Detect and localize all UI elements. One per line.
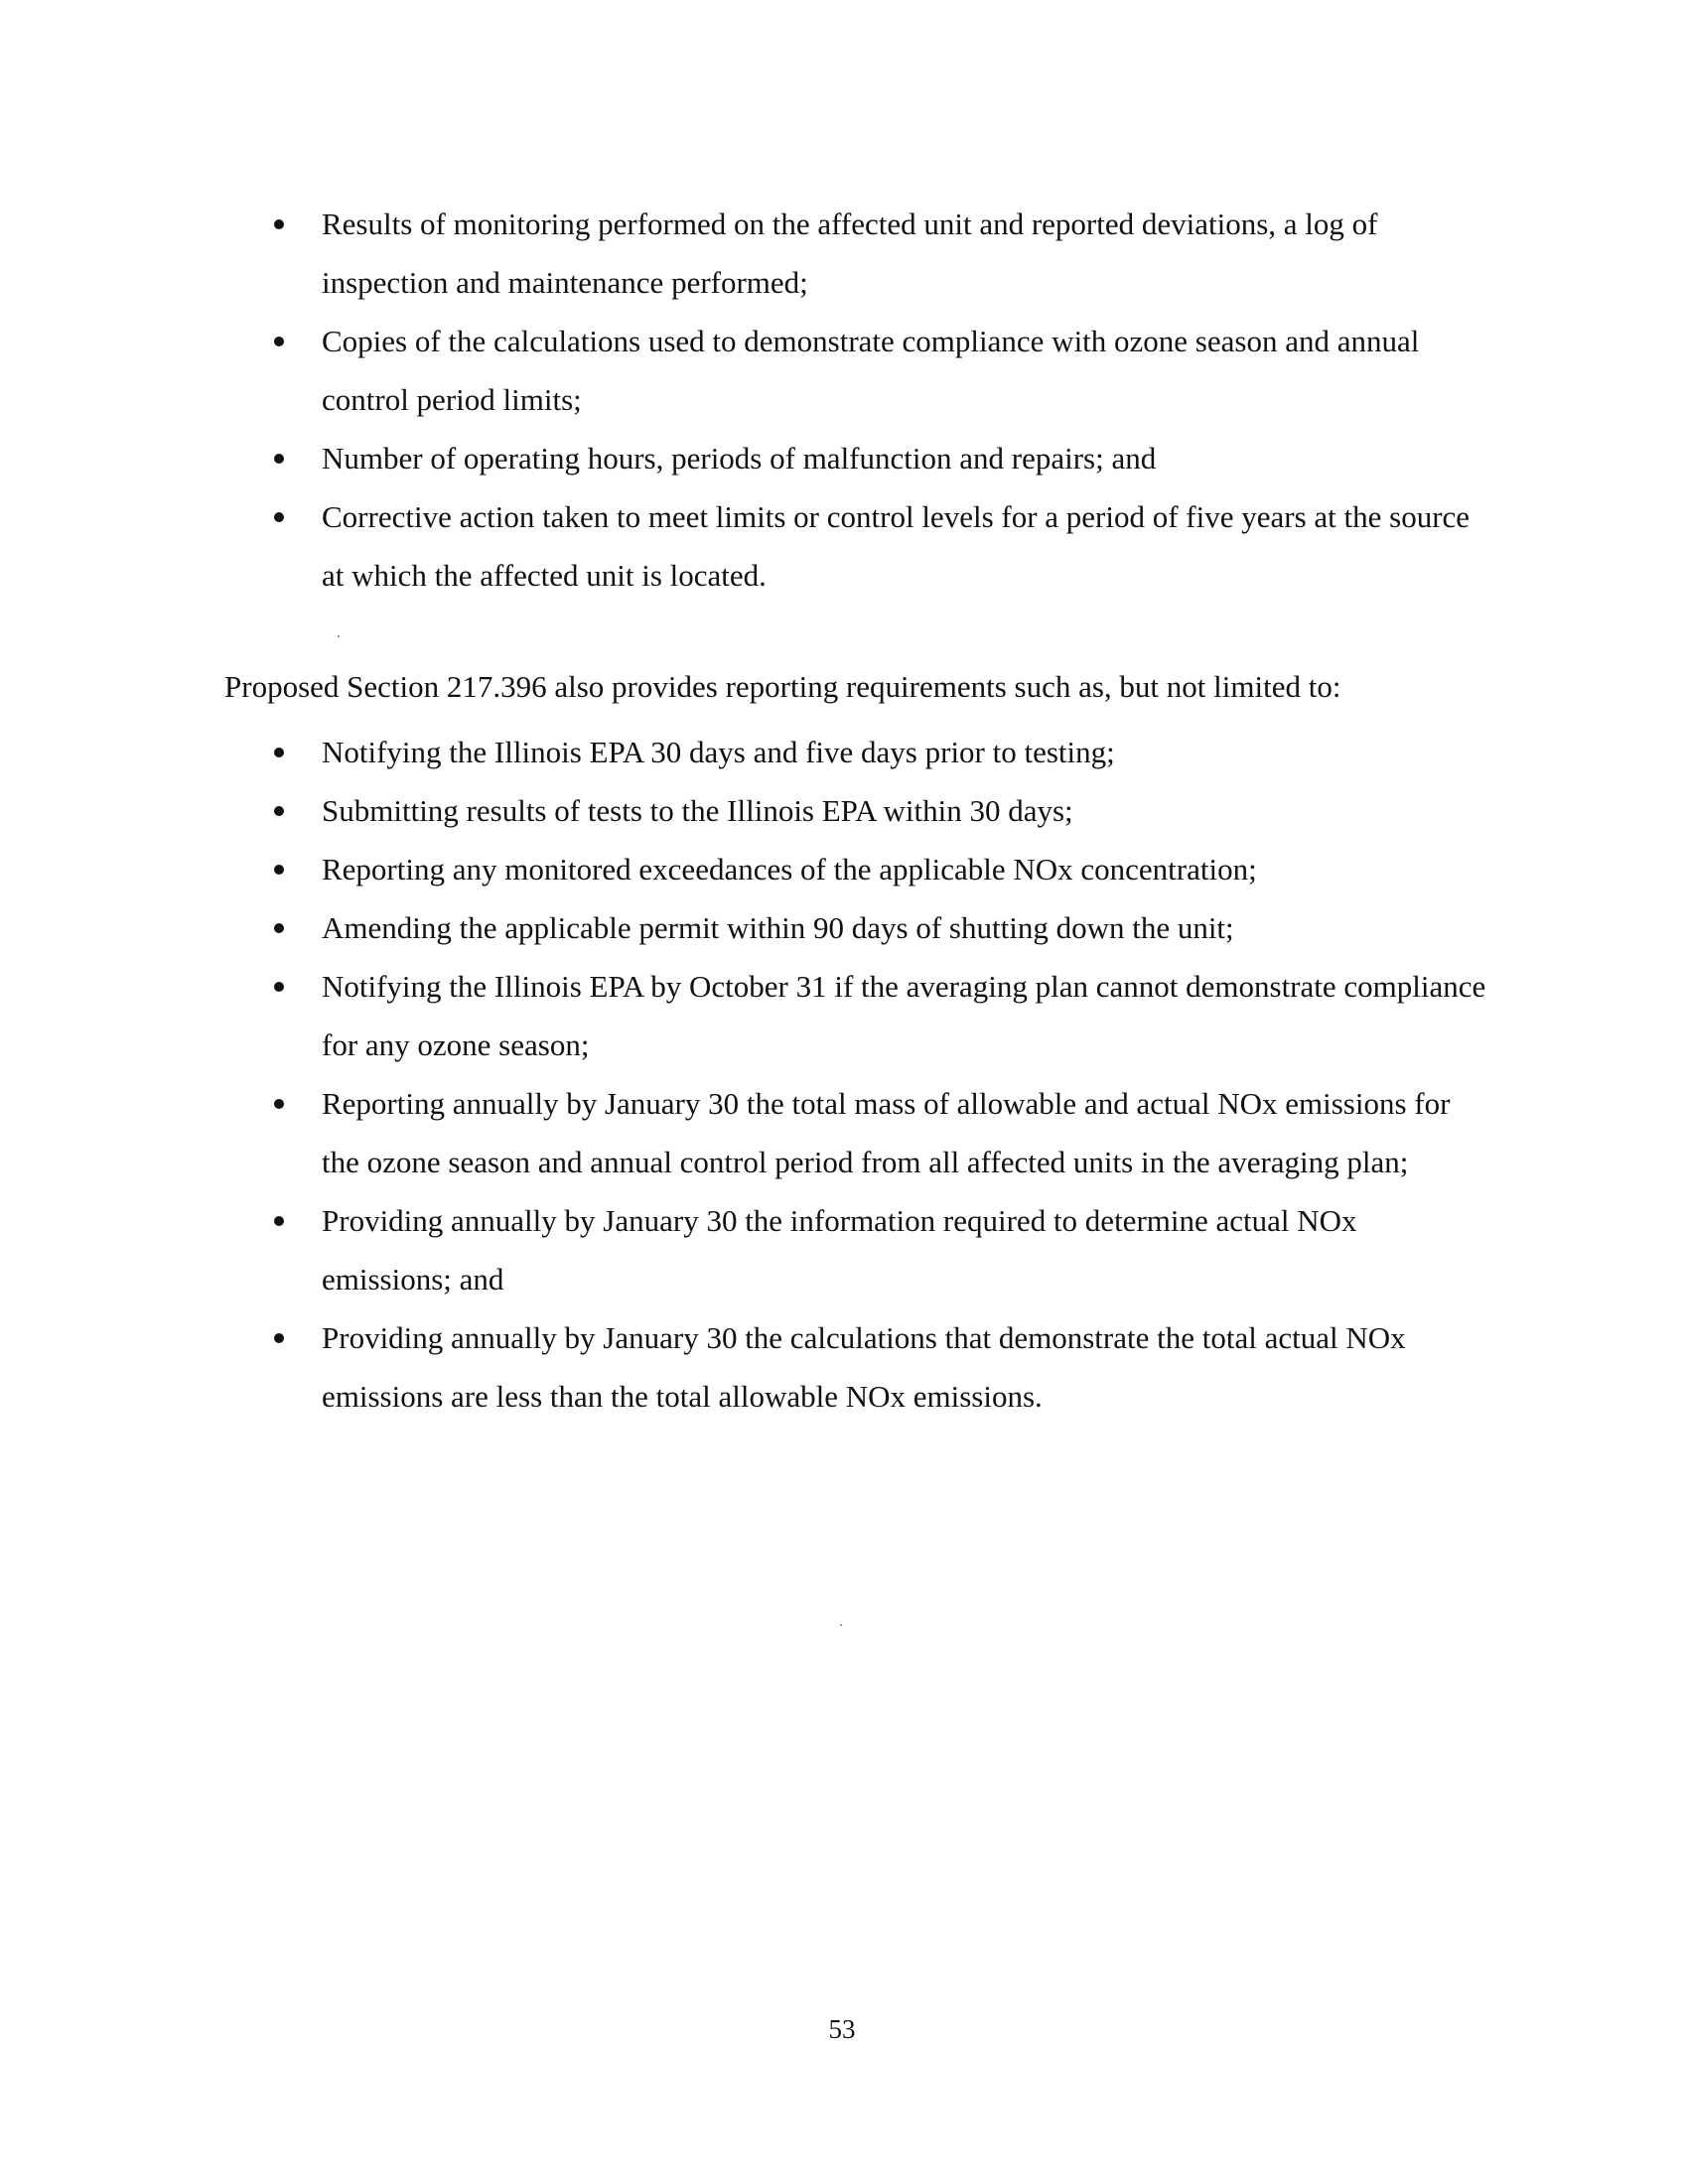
list-item — [0, 898, 1488, 957]
list-item — [0, 195, 1488, 312]
list-item — [0, 1074, 1488, 1191]
list-item — [0, 1308, 1488, 1426]
compliance-records-list — [0, 195, 1488, 605]
reporting-requirements-list — [0, 723, 1488, 1426]
bullet-icon — [274, 806, 284, 816]
scan-speck — [840, 1624, 842, 1626]
list-item-text: Providing annually by January 30 the calculations that demonstrate the total actual NOx emissions are less than the total allowable NOx emissions. — [322, 1320, 1406, 1414]
bullet-icon — [274, 219, 284, 229]
list-item — [0, 1191, 1488, 1308]
list-item-text: Notifying the Illinois EPA 30 days and five days prior to testing; — [322, 735, 1115, 769]
list-item-text: Notifying the Illinois EPA by October 31 if the averaging plan cannot demonstrate compliance for any ozone season; — [322, 969, 1486, 1062]
list-item-text: Results of monitoring performed on the affected unit and reported deviations, a log of inspection and maintenance performed; — [322, 206, 1378, 300]
list-item — [0, 957, 1488, 1074]
list-item — [0, 781, 1488, 840]
scan-speck — [338, 635, 340, 637]
bullet-icon — [274, 1333, 284, 1343]
list-item-text: Amending the applicable permit within 90 days of shutting down the unit; — [322, 910, 1234, 945]
list-item — [0, 429, 1488, 487]
list-item-text: Corrective action taken to meet limits or control levels for a period of five years at the source at which the affected unit is located. — [322, 499, 1471, 593]
bullet-icon — [274, 865, 284, 875]
list-item-text: Number of operating hours, periods of malfunction and repairs; and — [322, 441, 1157, 476]
bullet-icon — [274, 454, 284, 464]
list-item-text: Providing annually by January 30 the information required to determine actual NOx emissions; and — [322, 1203, 1357, 1297]
bullet-icon — [274, 1099, 284, 1109]
bullet-icon — [274, 982, 284, 992]
page-number: 53 — [828, 2014, 856, 2044]
bullet-icon — [274, 1216, 284, 1226]
bullet-icon — [274, 748, 284, 757]
bullet-icon — [274, 337, 284, 346]
bullet-icon — [274, 512, 284, 522]
list-item — [0, 312, 1488, 429]
list-item-text: Reporting annually by January 30 the total mass of allowable and actual NOx emissions for the ozone season and annual control period from all affected units in the averaging plan; — [322, 1086, 1451, 1179]
list-item-text: Reporting any monitored exceedances of the applicable NOx concentration; — [322, 852, 1257, 887]
list-item-text: Copies of the calculations used to demonstrate compliance with ozone season and annual control period limits; — [322, 324, 1420, 417]
bullet-icon — [274, 923, 284, 933]
list-item — [0, 840, 1488, 898]
list-item — [0, 723, 1488, 781]
list-item-text: Submitting results of tests to the Illinois EPA within 30 days; — [322, 793, 1073, 828]
list-item — [0, 487, 1488, 605]
section-intro-paragraph: Proposed Section 217.396 also provides reporting requirements such as, but not limited to: — [224, 669, 1341, 704]
